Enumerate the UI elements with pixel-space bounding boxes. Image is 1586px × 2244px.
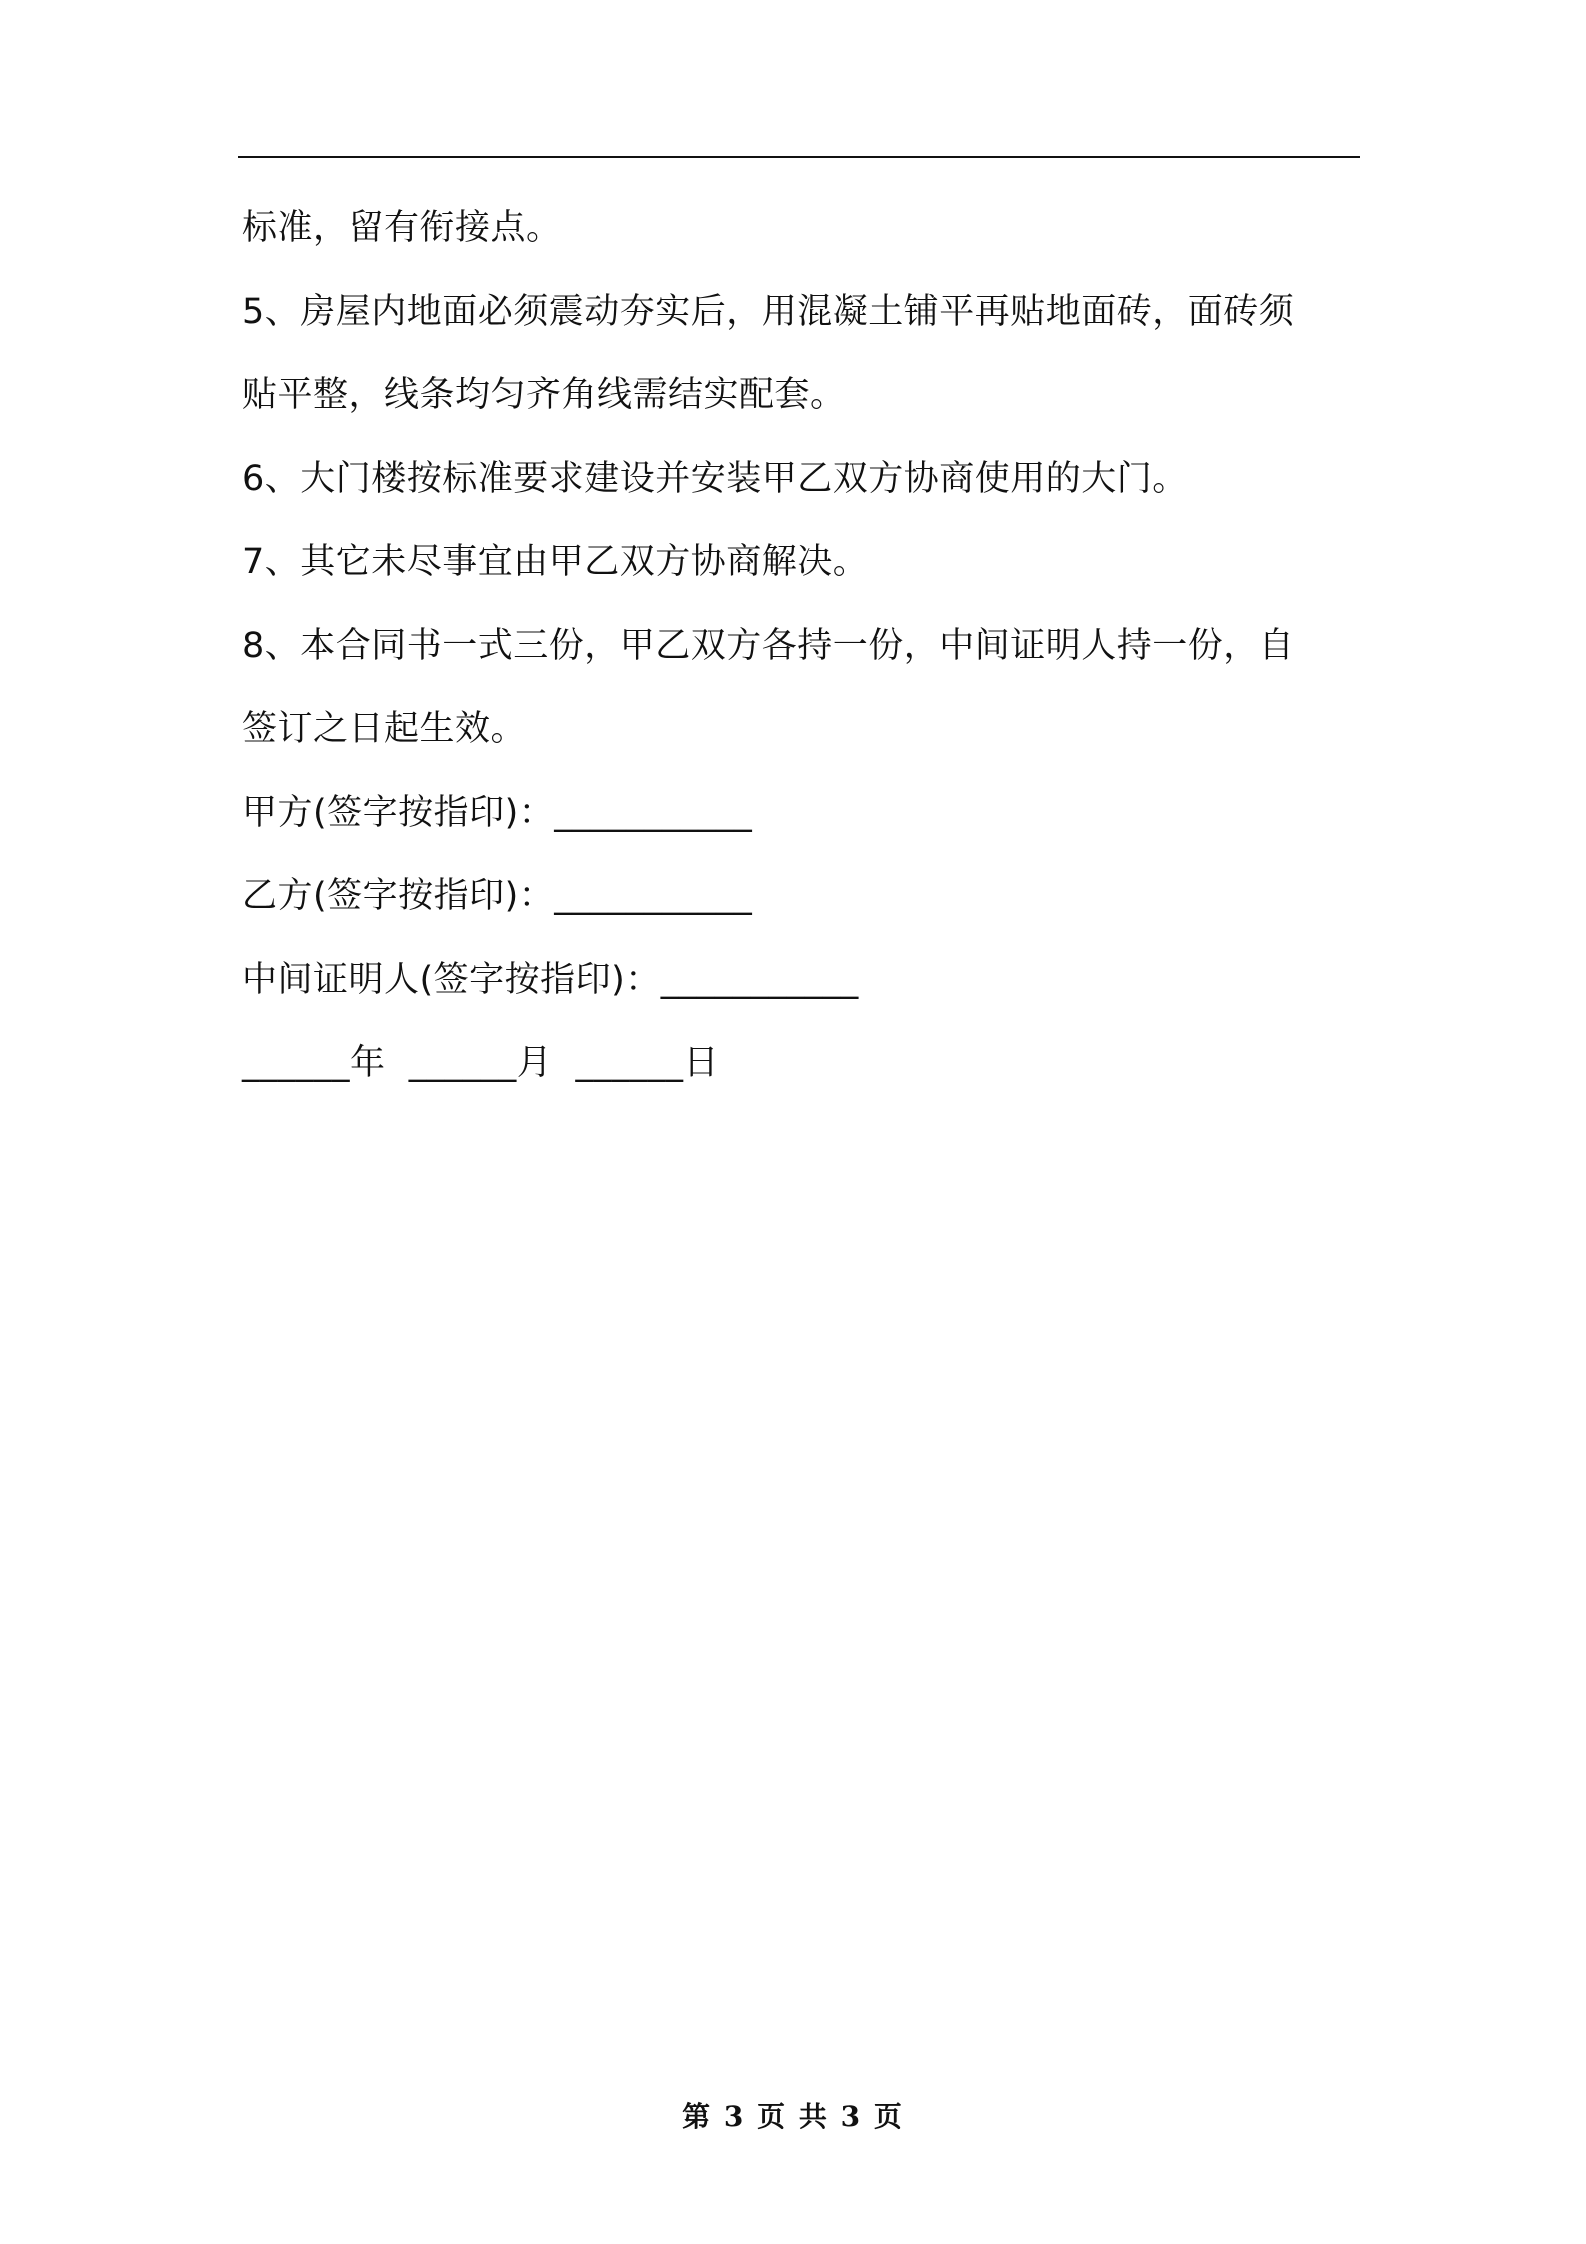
- clause-7: 7、其它未尽事宜由甲乙双方协商解决。: [242, 542, 869, 582]
- page-number: 第 3 页 共 3 页: [682, 2100, 904, 2133]
- clause-4-continuation: 标准，留有衔接点。: [242, 208, 562, 248]
- clause-5-line-2: 贴平整，线条均匀齐角线需结实配套。: [242, 375, 846, 415]
- clause-8-line-1: 8、本合同书一式三份，甲乙双方各持一份，中间证明人持一份，自: [242, 626, 1295, 666]
- clause-6: 6、大门楼按标准要求建设并安装甲乙双方协商使用的大门。: [242, 459, 1188, 499]
- header-rule: [238, 156, 1360, 158]
- witness-signature-line: 中间证明人(签字按指印)：___________: [242, 960, 859, 1000]
- date-line: ______年 ______月 ______日: [242, 1043, 720, 1083]
- party-a-signature-line: 甲方(签字按指印)：___________: [242, 793, 753, 833]
- clause-8-line-2: 签订之日起生效。: [242, 709, 527, 749]
- party-b-signature-line: 乙方(签字按指印)：___________: [242, 876, 753, 916]
- clause-5-line-1: 5、房屋内地面必须震动夯实后，用混凝土铺平再贴地面砖，面砖须: [242, 292, 1295, 332]
